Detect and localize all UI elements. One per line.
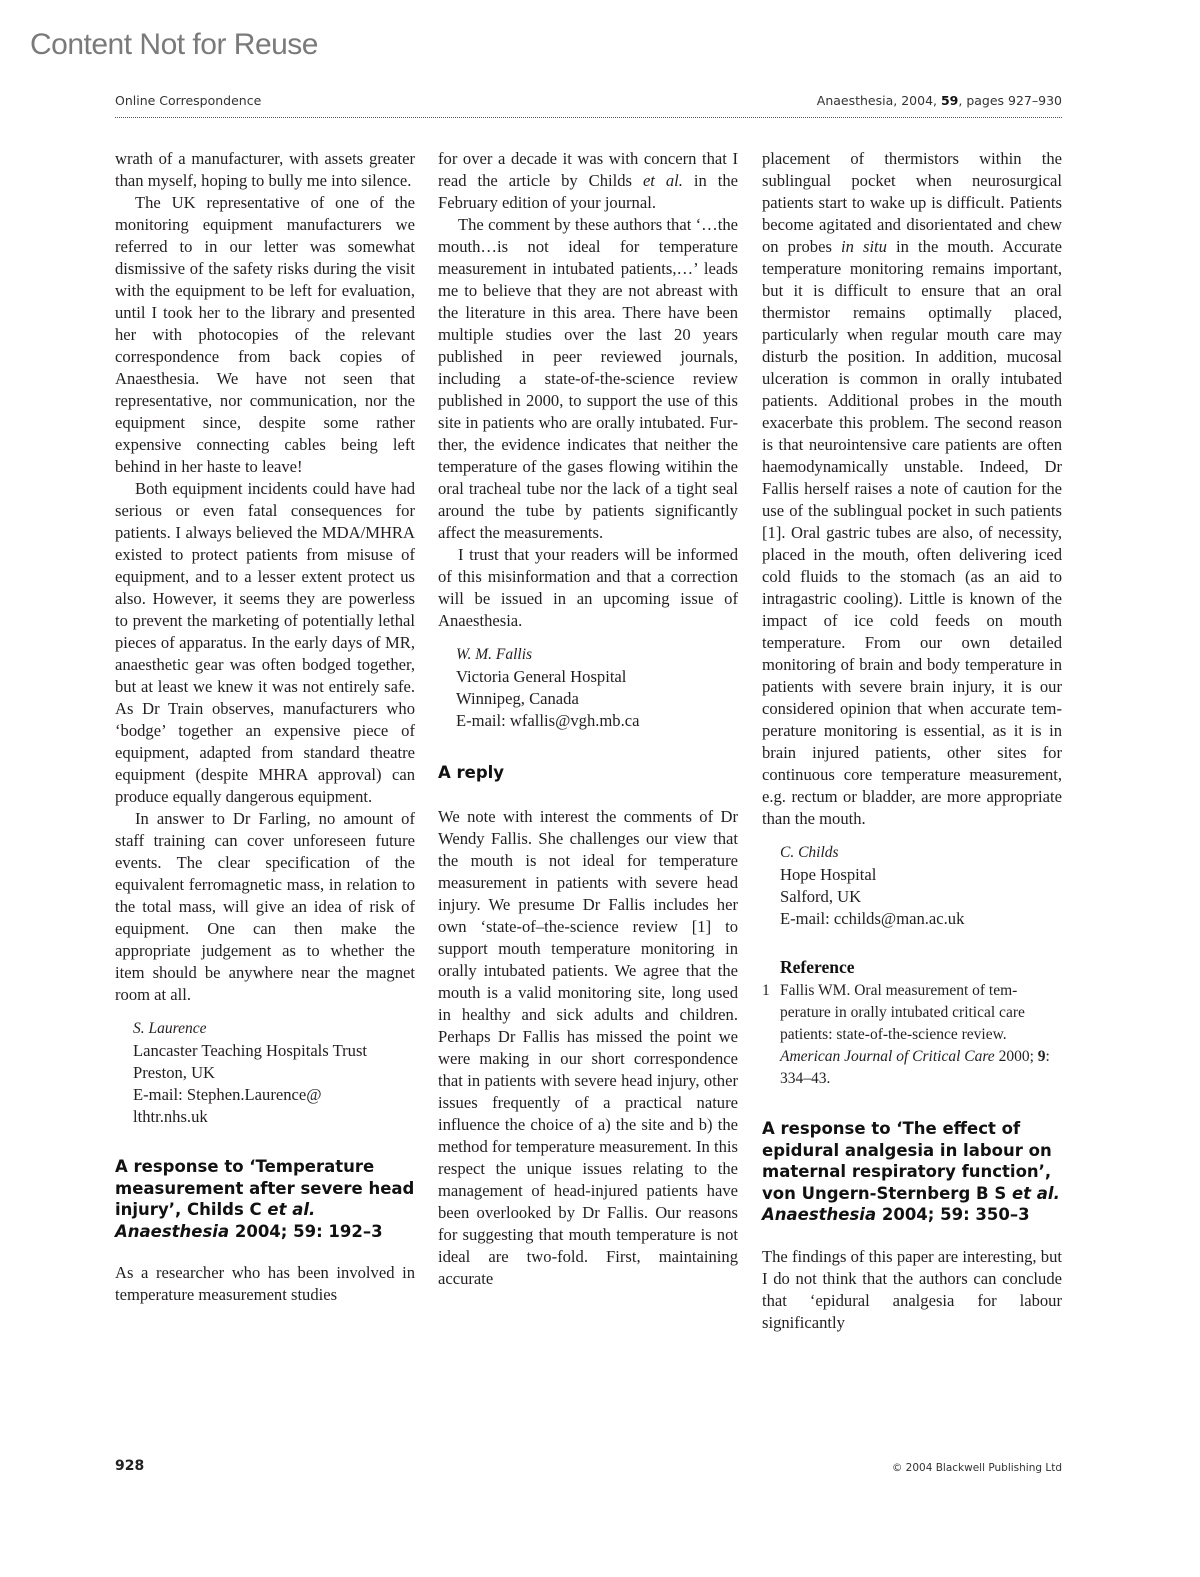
column-3	[762, 148, 1062, 1334]
author-name: S. Laurence	[133, 1020, 207, 1037]
running-head	[115, 93, 1062, 108]
author-signature	[456, 644, 738, 732]
paragraph: wrath of a manufacturer, with assets greater than myself, hoping to bully me into silence.	[115, 149, 415, 190]
author-email[interactable]: E-mail: Stephen.Laurence@	[133, 1085, 322, 1104]
reference-item	[762, 980, 1062, 1090]
section-label: Online Correspondence	[115, 93, 262, 108]
author-signature	[133, 1018, 415, 1128]
header-divider	[115, 117, 1062, 118]
copyright-notice: © 2004 Blackwell Publishing Ltd	[891, 1462, 1062, 1474]
author-email-cont[interactable]: lthtr.nhs.uk	[133, 1107, 208, 1126]
author-location: Preston, UK	[133, 1063, 216, 1082]
author-location: Salford, UK	[780, 887, 862, 906]
author-institution: Lancaster Teaching Hospitals Trust	[133, 1041, 368, 1060]
watermark: Content Not for Reuse	[30, 28, 318, 61]
paragraph: The UK representative of one of the monitoring equipment manufacturers we referred to in our letter was somewhat dismissive of the safety risks during the visit with the equipment to be left for evaluation, until I took her to the library and presented her with photocopies of the relevant correspondence from back copies of Anaesthesia. We have not seen that representative, nor communication, nor the equipment since, despite some rather expensive connecting cables being left behind in her haste to leave!	[115, 193, 415, 476]
author-institution: Hope Hospital	[780, 865, 877, 884]
reference-number: 1	[762, 982, 770, 999]
author-email[interactable]: E-mail: wfallis@vgh.mb.ca	[456, 711, 640, 730]
paragraph: I trust that your readers will be informed of this misinformation and that a correction will be issued in an upcoming issue of Anaesthesia.	[438, 545, 738, 630]
article-heading: A response to ‘Temperature measurement after severe head injury’, Childs C et al. Anaesthesia 2004; 59: 192–3	[115, 1157, 415, 1241]
article-heading: A response to ‘The effect of epidural analgesia in labour on maternal respiratory function’, von Ungern-Sternberg B S et al. Anaesthesia 2004; 59: 350–3	[762, 1119, 1060, 1224]
author-signature	[780, 842, 1062, 930]
author-email[interactable]: E-mail: cchilds@man.ac.uk	[780, 909, 965, 928]
reply-heading: A reply	[438, 763, 505, 782]
paragraph: In answer to Dr Farling, no amount of staff training can cover unforeseen future events. The clear specification of the equivalent ferromagnetic mass, in relation to the total mass, will give an idea of risk of equipment. One can then make the appropriate judgement as to whether the item should be anywhere near the magnet room at all.	[115, 809, 415, 1004]
paragraph: placement of thermistors within the sublingual pocket when neurosurgical patients start to wake up is difficult. Patients become agitated and disorientated and chew on probes in situ in the mouth. Accurate temperature monitoring remains important, but it is difficult to ensure that an oral thermistor remains optimally placed, particularly when regular mouth care may disturb the position. In addition, mucosal ulceration is common in orally intubated patients. Additional probes in the mouth exacerbate this problem. The second reason is that neurointensive care patients are often haemodynamically unstable. Indeed, Dr Fallis herself raises a note of caution for the use of the sublingual pocket in such patients [1]. Oral gastric tubes are also, of necessity, placed in the mouth, often delivering iced cold fluids to the stomach (as an aid to intragastric cooling). Little is known of the impact of ice cold feeds on mouth temperature. From our own detailed monitoring of brain and body temperature in patients with severe brain injury, it is our considered opinion that when accurate temperature monitoring is essential, as it is in brain injured patients, other sites for continuous core temperature measurement, e.g. rectum or bladder, are more appropriate than the mouth.	[762, 149, 1062, 828]
column-2	[438, 148, 738, 1290]
author-institution: Victoria General Hospital	[456, 667, 627, 686]
reference-text: Fallis WM. Oral measurement of temperature in orally intubated critical care patients: state-of-the-science review. American Journal of Critical Care 2000; 9: 334–43.	[780, 982, 1050, 1087]
volume-number: 59	[940, 93, 959, 108]
reference-heading: Reference	[780, 957, 855, 977]
author-name: W. M. Fallis	[456, 646, 533, 663]
column-1	[115, 148, 415, 1306]
paragraph: As a researcher who has been involved in temperature measurement studies	[115, 1263, 415, 1304]
paragraph: for over a decade it was with concern that I read the article by Childs et al. in the February edition of your journal.	[438, 149, 738, 212]
author-location: Winnipeg, Canada	[456, 689, 579, 708]
page-number: 928	[115, 1458, 145, 1474]
paragraph: Both equipment incidents could have had serious or even fatal consequences for patients. I always believed the MDA/MHRA existed to protect patients from misuse of equipment, and to a lesser extent protect us also. However, it seems they are powerless to prevent the marketing of potentially lethal pieces of apparatus. In the early days of MR, anaesthetic gear was often bodged together, but at least we knew it was not entirely safe. As Dr Train observes, manufacturers who ‘bodge’ together an expensive piece of equipment, adapted from standard theatre equipment (despite MHRA approval) can produce equally dangerous equipment.	[115, 479, 415, 806]
paragraph: We note with interest the comments of Dr Wendy Fallis. She challenges our view that the mouth is not ideal for temperature measurement in patients with severe head injury. We presume Dr Fallis includes her own ‘state-of–the-science review [1] to support mouth temperature monitoring in orally intubated patients. We agree that the mouth is a valid monitoring site, long used in healthy and sick adults and children. Perhaps Dr Fallis has missed the point we were making in our short correspondence that in patients with severe head injury, other issues frequently of a practical nature influence the choice of a) the site and b) the method for temperature measurement. In this respect the unique issues relating to the management of head-injured patients have been overlooked by Dr Fallis. Our reasons for suggesting that mouth temperature is not ideal are two-fold. First, maintaining accurate	[438, 806, 738, 1288]
journal-citation: Anaesthesia, 2004, 59, pages 927–930	[816, 93, 1062, 108]
paragraph: The findings of this paper are interesting, but I do not think that the authors can conclude that ‘epidural analgesia for labour significantly	[762, 1246, 1062, 1332]
author-name: C. Childs	[780, 844, 839, 861]
paragraph: The comment by these authors that ‘…the mouth…is not ideal for temperature measurement in intubated patients,…’ leads me to believe that they are not abreast with the literature in this area. There have been multiple studies over the last 20 years published in peer reviewed journals, including a state-of-the-science review published in 2000, to support the use of this site in patients who are orally intubated. Further, the evidence indicates that neither the temperature of the gases flowing witihin the oral tracheal tube nor the lack of a tight seal around the tube by patients significantly affect the measurements.	[438, 215, 738, 542]
